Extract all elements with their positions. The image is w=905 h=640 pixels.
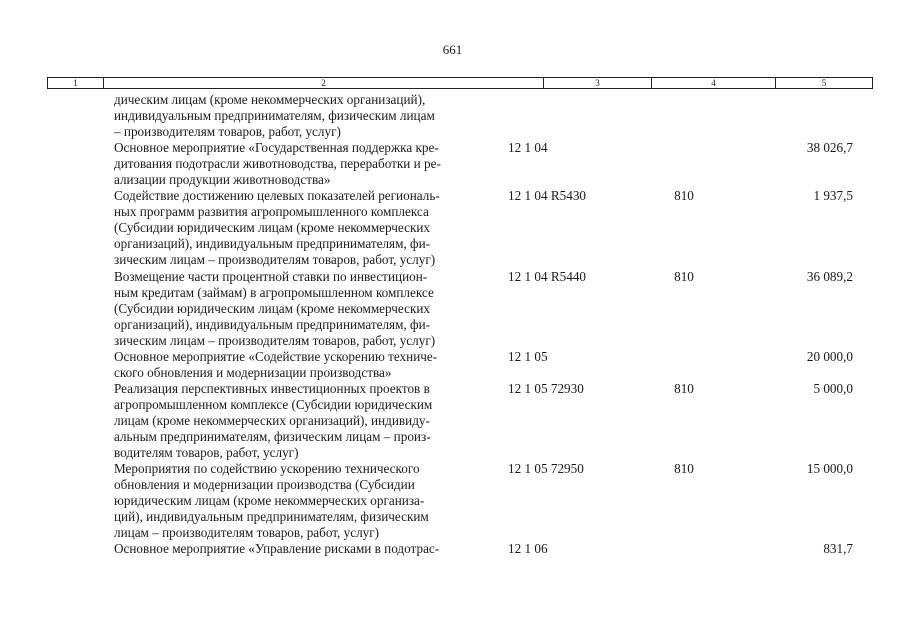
description-line: ций), индивидуальным предпринимателям, физическим — [114, 509, 429, 525]
description-line: зическим лицам – производителям товаров, работ, услуг) — [114, 252, 436, 268]
table-body — [0, 92, 905, 557]
description-line: дическим лицам (кроме некоммерческих организаций), — [114, 92, 426, 107]
row-description — [114, 461, 489, 541]
row-description — [114, 349, 489, 381]
description-line: обновления и модернизации производства (Субсидии — [114, 477, 415, 493]
expense-type-code: 810 — [674, 380, 694, 396]
table-row — [0, 381, 905, 461]
row-description — [114, 92, 489, 140]
description-line: организаций), индивидуальным предпринимателям, фи- — [114, 316, 431, 332]
column-header-5: 5 — [821, 78, 827, 88]
row-description — [114, 541, 489, 557]
amount-value: 1 937,5 — [813, 188, 853, 204]
description-line: юридическим лицам (кроме некоммерческих организа- — [114, 493, 425, 509]
page-number: 661 — [442, 42, 463, 57]
description-line: лицам (кроме некоммерческих организаций), индивиду- — [114, 412, 430, 428]
description-line: альным предпринимателям, физическим лицам – произ- — [114, 428, 431, 444]
amount-value: 38 026,7 — [806, 140, 853, 156]
table-row — [0, 188, 905, 268]
amount-value: 15 000,0 — [806, 461, 853, 477]
expense-type-code: 810 — [674, 188, 694, 204]
description-line: водителям товаров, работ, услуг) — [114, 445, 299, 461]
amount-value: 831,7 — [823, 541, 853, 557]
expense-type-code: 810 — [674, 461, 694, 477]
description-line: ным кредитам (займам) в агропромышленном комплексе — [114, 284, 434, 300]
description-line: Основное мероприятие «Государственная поддержка кре- — [114, 140, 439, 156]
budget-code: 12 1 04 R5440 — [508, 268, 587, 284]
description-line: организаций), индивидуальным предпринимателям, фи- — [114, 236, 431, 252]
budget-code: 12 1 05 72950 — [508, 461, 584, 477]
table-row — [0, 140, 905, 188]
row-description — [114, 381, 489, 461]
description-line: (Субсидии юридическим лицам (кроме некоммерческих — [114, 220, 431, 236]
description-line: Содействие достижению целевых показателей региональ- — [114, 188, 440, 204]
description-line: лицам – производителям товаров, работ, услуг) — [114, 525, 380, 541]
amount-value: 20 000,0 — [806, 348, 853, 364]
budget-code: 12 1 05 72930 — [508, 380, 584, 396]
description-line: индивидуальным предпринимателям, физическим лицам — [114, 108, 435, 124]
amount-value: 5 000,0 — [813, 380, 853, 396]
description-line: Возмещение части процентной ставки по инвестицион- — [114, 268, 428, 284]
table-row — [0, 269, 905, 349]
column-header-2: 2 — [104, 78, 544, 88]
row-description — [114, 269, 489, 349]
description-line: (Субсидии юридическим лицам (кроме некоммерческих — [114, 300, 431, 316]
column-header-1: 1 — [48, 78, 104, 88]
table-header-row — [47, 77, 873, 89]
amount-value: 36 089,2 — [806, 268, 853, 284]
table-row — [0, 92, 905, 140]
description-line: Основное мероприятие «Управление рисками в подотрас- — [114, 541, 440, 557]
row-description — [114, 188, 489, 268]
budget-code: 12 1 04 R5430 — [508, 188, 587, 204]
table-row — [0, 541, 905, 557]
column-header-4: 4 — [652, 78, 776, 88]
budget-code: 12 1 05 — [508, 348, 548, 364]
description-line: зическим лицам – производителям товаров, работ, услуг) — [114, 332, 436, 348]
description-line: агропромышленном комплексе (Субсидии юридическим — [114, 396, 433, 412]
expense-type-code: 810 — [674, 268, 694, 284]
description-line: Мероприятия по содействию ускорению технического — [114, 461, 420, 477]
description-line: Основное мероприятие «Содействие ускорению техниче- — [114, 348, 438, 364]
budget-code: 12 1 04 — [508, 140, 548, 156]
row-description — [114, 140, 489, 188]
description-line: – производителям товаров, работ, услуг) — [114, 124, 341, 140]
description-line: дитования подотрасли животноводства, переработки и ре- — [114, 156, 441, 172]
description-line: ализации продукции животноводства» — [114, 172, 331, 188]
description-line: ского обновления и модернизации производства» — [114, 364, 392, 380]
table-row — [0, 461, 905, 541]
table-row — [0, 349, 905, 381]
description-line: Реализация перспективных инвестиционных проектов в — [114, 380, 430, 396]
budget-code: 12 1 06 — [508, 541, 548, 557]
description-line: ных программ развития агропромышленного комплекса — [114, 204, 429, 220]
column-header-3: 3 — [544, 78, 652, 88]
